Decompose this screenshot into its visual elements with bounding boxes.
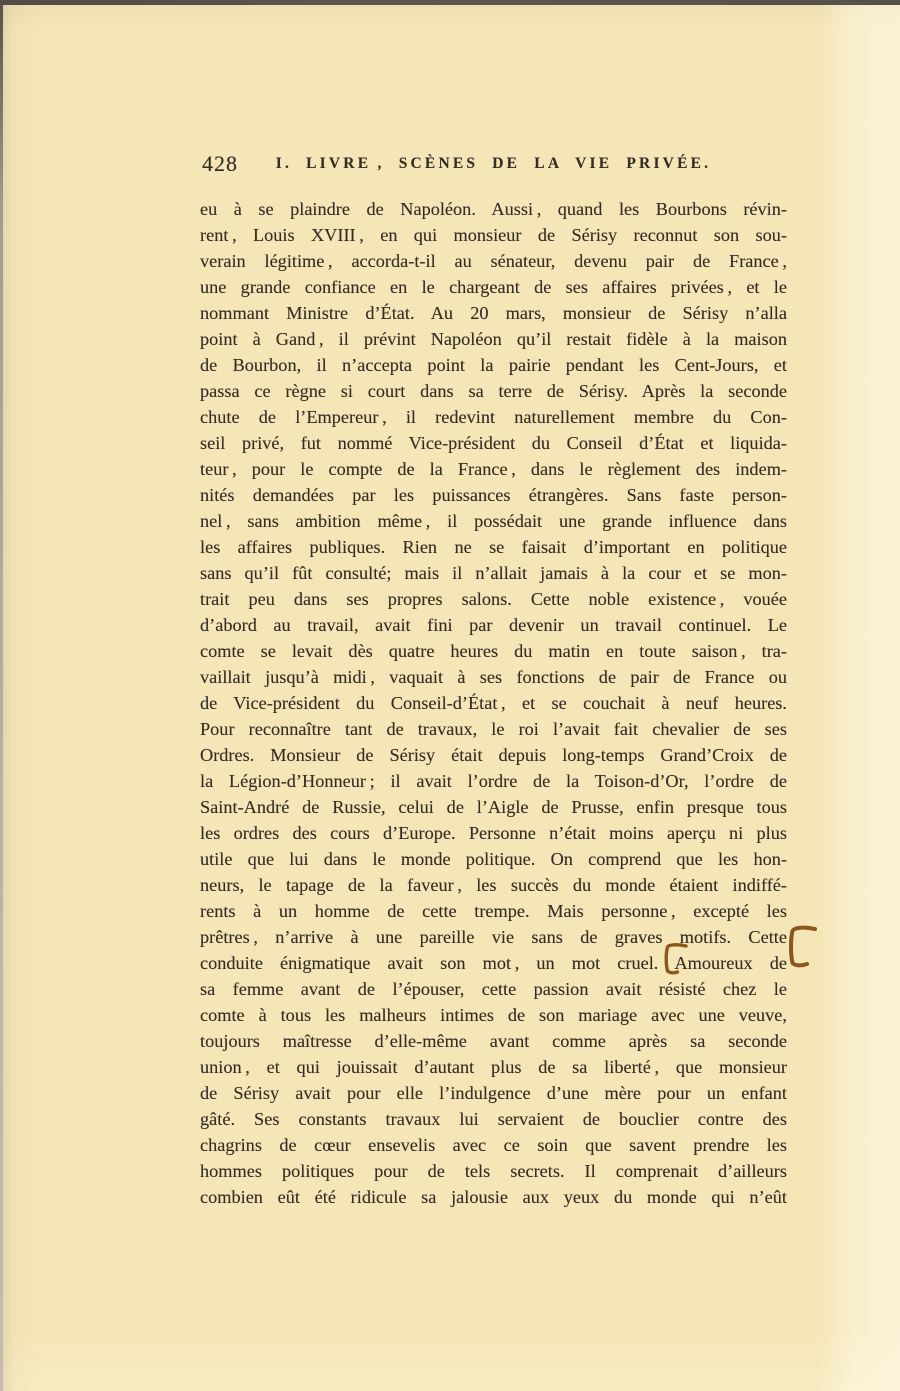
text-line: d’abord au travail, avait fini par devenir un travail continuel. Le bbox=[200, 615, 787, 635]
bracket-stroke bbox=[791, 928, 815, 966]
text-line: rent , Louis XVIII , en qui monsieur de Sérisy reconnut son sou- bbox=[200, 225, 787, 245]
text-line: chute de l’Empereur , il redevint naturellement membre du Con- bbox=[200, 407, 787, 427]
text-line: de Sérisy avait pour elle l’indulgence d’une mère pour un enfant bbox=[200, 1083, 787, 1103]
text-line: hommes politiques pour de tels secrets. Il comprenait d’ailleurs bbox=[200, 1161, 787, 1181]
text-line: eu à se plaindre de Napoléon. Aussi , quand les Bourbons révin- bbox=[200, 199, 787, 219]
text-line: teur , pour le compte de la France , dans le règlement des indem- bbox=[200, 459, 787, 479]
text-line: seil privé, fut nommé Vice-président du Conseil d’État et liquida- bbox=[200, 433, 787, 453]
scan-edge-top bbox=[0, 0, 900, 5]
text-line: nommant Ministre d’État. Au 20 mars, monsieur de Sérisy n’alla bbox=[200, 303, 787, 323]
handwritten-bracket-margin-icon bbox=[786, 924, 818, 970]
page-header bbox=[200, 150, 787, 178]
text-line: Ordres. Monsieur de Sérisy était depuis long-temps Grand’Croix de bbox=[200, 745, 787, 765]
text-line: sans qu’il fût consulté; mais il n’allait jamais à la cour et se mon- bbox=[200, 563, 787, 583]
text-column bbox=[200, 150, 787, 1210]
text-line: Saint-André de Russie, celui de l’Aigle de Prusse, enfin presque tous bbox=[200, 797, 787, 817]
body-text bbox=[200, 196, 787, 1210]
text-line: les ordres des cours d’Europe. Personne n’était moins aperçu ni plus bbox=[200, 823, 787, 843]
text-line: nel , sans ambition même , il possédait une grande influence dans bbox=[200, 511, 787, 531]
text-line: passa ce règne si court dans sa terre de Sérisy. Après la seconde bbox=[200, 381, 787, 401]
running-title: I. LIVRE , SCÈNES DE LA VIE PRIVÉE. bbox=[275, 155, 712, 172]
text-line: nités demandées par les puissances étrangères. Sans faste person- bbox=[200, 485, 787, 505]
text-line: une grande confiance en le chargeant de ses affaires privées , et le bbox=[200, 277, 787, 297]
text-line: point à Gand , il prévint Napoléon qu’il restait fidèle à la maison bbox=[200, 329, 787, 349]
text-line: gâté. Ses constants travaux lui servaient de bouclier contre des bbox=[200, 1109, 787, 1129]
text-line: rents à un homme de cette trempe. Mais personne , excepté les bbox=[200, 901, 787, 921]
text-line: union , et qui jouissait d’autant plus de sa liberté , que monsieur bbox=[200, 1057, 787, 1077]
text-line: de Bourbon, il n’accepta point la pairie pendant les Cent-Jours, et bbox=[200, 355, 787, 375]
text-line: sa femme avant de l’épouser, cette passion avait résisté chez le bbox=[200, 979, 787, 999]
scan-edge-left bbox=[0, 0, 3, 1391]
text-line: comte se levait dès quatre heures du matin en toute saison , tra- bbox=[200, 641, 787, 661]
text-line: combien eût été ridicule sa jalousie aux yeux du monde qui n’eût bbox=[200, 1187, 787, 1207]
text-line: neurs, le tapage de la faveur , les succès du monde étaient indiffé- bbox=[200, 875, 787, 895]
text-line: utile que lui dans le monde politique. On comprend que les hon- bbox=[200, 849, 787, 869]
text-line: verain légitime , accorda-t-il au sénateur, devenu pair de France , bbox=[200, 251, 787, 271]
text-line: la Légion-d’Honneur ; il avait l’ordre de la Toison-d’Or, l’ordre de bbox=[200, 771, 787, 791]
text-line: Pour reconnaître tant de travaux, le roi l’avait fait chevalier de ses bbox=[200, 719, 787, 739]
text-line: toujours maîtresse d’elle-même avant comme après sa seconde bbox=[200, 1031, 787, 1051]
page-number: 428 bbox=[202, 151, 238, 176]
text-line: conduite énigmatique avait son mot , un mot cruel. Amoureux de bbox=[200, 953, 787, 973]
text-line: comte à tous les malheurs intimes de son mariage avec une veuve, bbox=[200, 1005, 787, 1025]
text-line: de Vice-président du Conseil-d’État , et se couchait à neuf heures. bbox=[200, 693, 787, 713]
text-line: les affaires publiques. Rien ne se faisait d’important en politique bbox=[200, 537, 787, 557]
text-line: chagrins de cœur ensevelis avec ce soin que savent prendre les bbox=[200, 1135, 787, 1155]
text-line: vaillait jusqu’à midi , vaquait à ses fonctions de pair de France ou bbox=[200, 667, 787, 687]
text-line: prêtres , n’arrive à une pareille vie sans de graves motifs. Cette bbox=[200, 927, 787, 947]
text-line: trait peu dans ses propres salons. Cette noble existence , vouée bbox=[200, 589, 787, 609]
